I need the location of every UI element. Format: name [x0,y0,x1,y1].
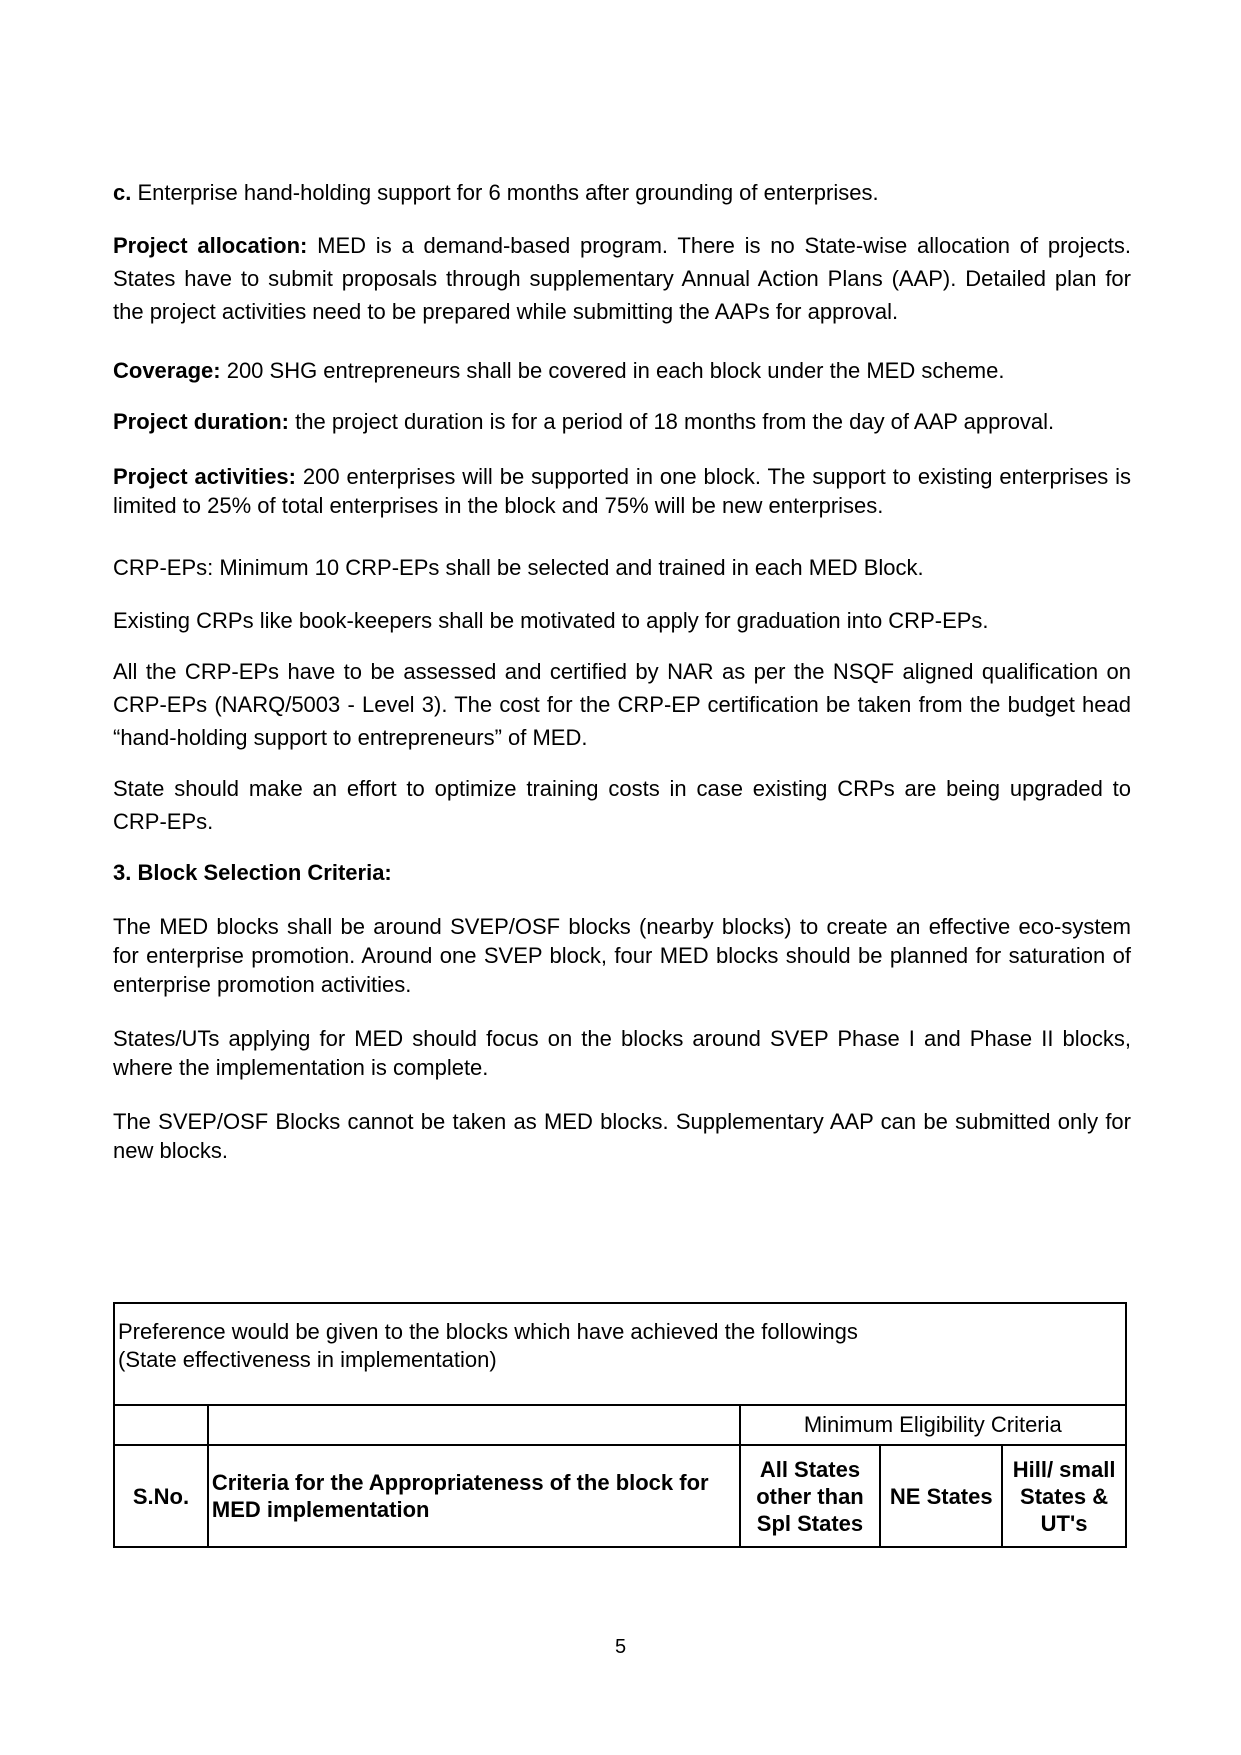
lead-project-activities: Project activities: [113,464,296,489]
paragraph-existing-crps: Existing CRPs like book-keepers shall be motivated to apply for graduation into CRP-EPs. [113,608,989,633]
page-body [113,178,1131,1165]
section-heading-block-selection: 3. Block Selection Criteria: [113,860,392,885]
text-project-allocation: MED is a demand-based program. There is no State-wise allocation of projects. States have to submit proposals through supplementary Annual Action Plans (AAP). Detailed plan for the project activities need to be prepared while submitting the AAPs for approval. [113,233,1131,324]
criteria-table [113,1302,1127,1548]
eligibility-row [114,1405,1126,1445]
text-project-activities: 200 enterprises will be supported in one block. The support to existing enterprises is limited to 25% of total enterprises in the block and 75% will be new enterprises. [113,464,1131,518]
paragraph-crp-eps: CRP-EPs: Minimum 10 CRP-EPs shall be selected and trained in each MED Block. [113,555,924,580]
paragraph-optimize: State should make an effort to optimize training costs in case existing CRPs are being upgraded to CRP-EPs. [113,776,1131,834]
preference-line-1: Preference would be given to the blocks which have achieved the followings [118,1319,858,1344]
header-sno: S.No. [114,1445,208,1547]
paragraph-project-activities [113,462,1131,520]
preference-cell [114,1303,1126,1405]
empty-cell-criteria [208,1405,740,1445]
paragraph-med-blocks: The MED blocks shall be around SVEP/OSF blocks (nearby blocks) to create an effective eco-system for enterprise promotion. Around one SVEP block, four MED blocks should be planned for saturation of enterprise promotion activities. [113,914,1131,997]
preference-row [114,1303,1126,1405]
paragraph-states-uts: States/UTs applying for MED should focus on the blocks around SVEP Phase I and Phase II blocks, where the implementation is complete. [113,1026,1131,1080]
paragraph-project-allocation [113,229,1131,328]
paragraph-assessment: All the CRP-EPs have to be assessed and certified by NAR as per the NSQF aligned qualification on CRP-EPs (NARQ/5003 - Level 3). The cost for the CRP-EP certification be taken from the budget head “hand-holding support to entrepreneurs” of MED. [113,659,1131,750]
header-criteria: Criteria for the Appropriateness of the block for MED implementation [208,1445,740,1547]
paragraph-svep-osf: The SVEP/OSF Blocks cannot be taken as MED blocks. Supplementary AAP can be submitted only for new blocks. [113,1109,1131,1163]
text-project-duration: the project duration is for a period of 18 months from the day of AAP approval. [289,409,1055,434]
lead-coverage: Coverage: [113,358,221,383]
header-ne-states: NE States [880,1445,1002,1547]
text-c: Enterprise hand-holding support for 6 months after grounding of enterprises. [131,180,879,205]
paragraph-project-duration [113,407,1131,436]
paragraph-coverage [113,356,1131,385]
text-coverage: 200 SHG entrepreneurs shall be covered in each block under the MED scheme. [220,358,1005,383]
lead-project-duration: Project duration: [113,409,290,434]
lead-c: c. [113,180,132,205]
lead-project-allocation: Project allocation: [113,233,308,258]
page-number: 5 [614,1636,627,1658]
minimum-eligibility-cell: Minimum Eligibility Criteria [740,1405,1126,1445]
header-hill-small: Hill/ small States & UT's [1002,1445,1126,1547]
header-all-states: All States other than Spl States [740,1445,881,1547]
preference-line-2: (State effectiveness in implementation) [118,1347,497,1372]
header-row [114,1445,1126,1547]
empty-cell-sno [114,1405,208,1445]
paragraph-c [113,178,1131,207]
